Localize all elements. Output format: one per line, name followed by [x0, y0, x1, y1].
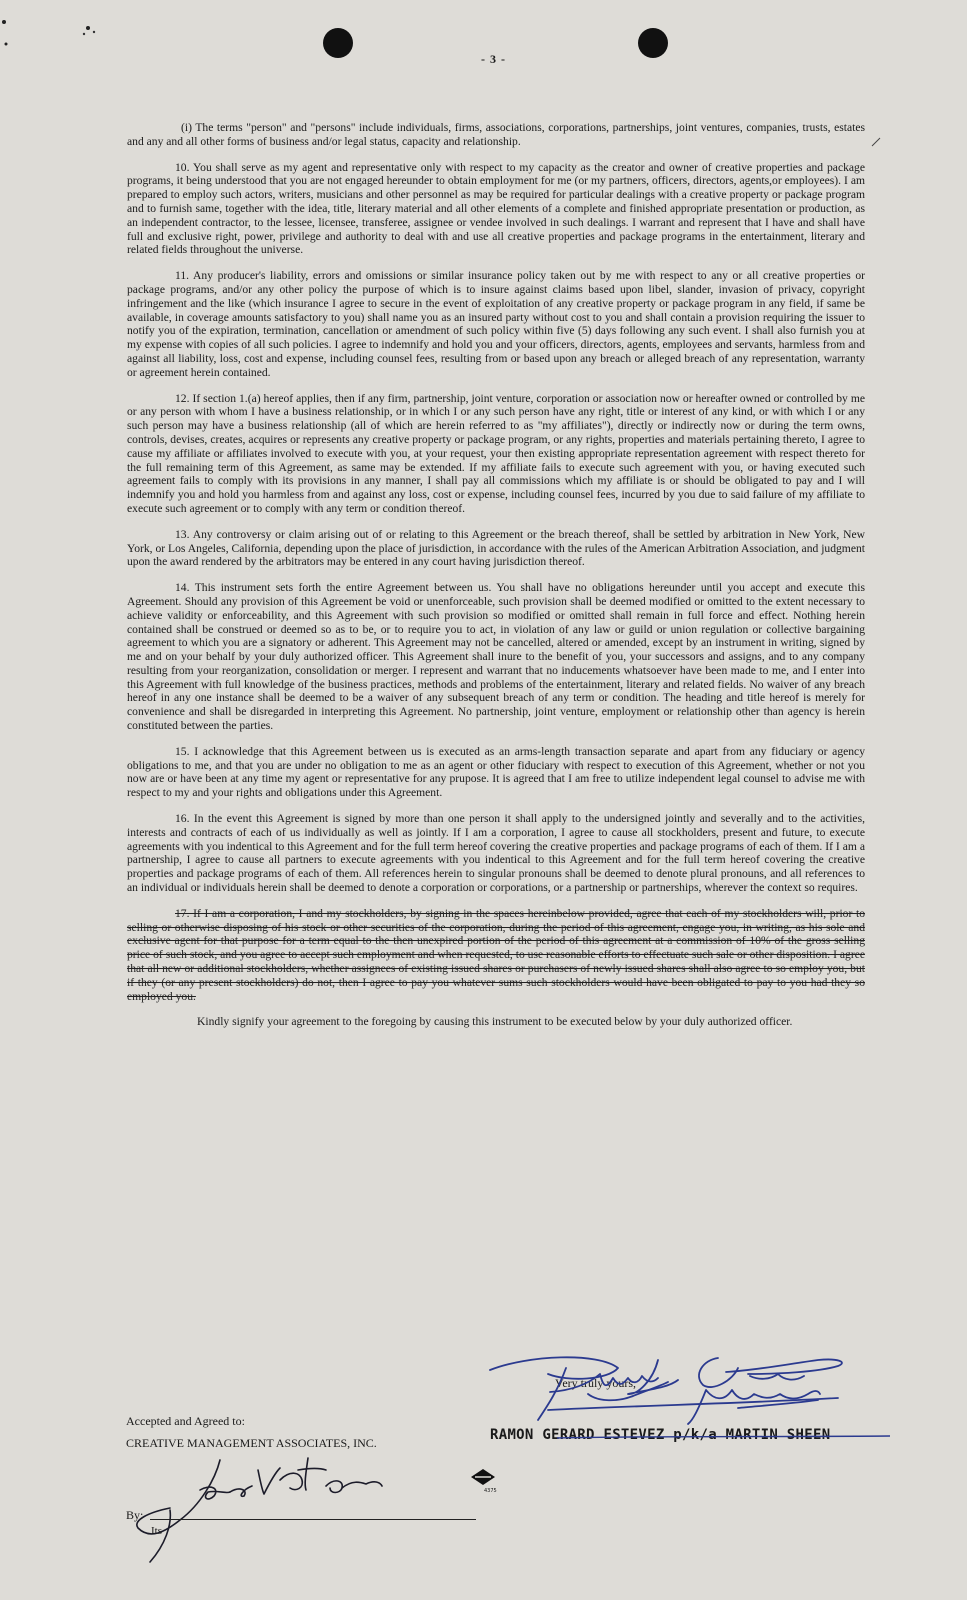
paragraph-10: 10. You shall serve as my agent and representative only with respect to my capacity as the creator and owner of creative properties and package programs, it being understood that you are not engaged hereunder to obtain employment for me (or my partners, officers, directors, agents,or employees). I am prepared to employ such actors, writers, musicians and other personnel as may be required for particular dealings with a creative property or package program and to furnish same, together with the idea, title, literary material and all other elements of a complete and finished appropriate presentation or production, as an independent contractor, to the lessee, licensee, transferee, assignee or vendee involved in such dealings. I warrant and represent that I have and shall have full and exclusive right, power, privilege and authority to deal with and use all creative properties and package programs in the entertainment, literary and related fields throughout the universe.	[127, 160, 865, 257]
paragraph-13: 13. Any controversy or claim arising out of or relating to this Agreement or the breach thereof, shall be settled by arbitration in New York, New York, or Los Angeles, California, depending upon the place of jurisdiction, in accordance with the rules of the American Arbitration Association, and judgment upon the award rendered by the arbitrators may be entered in any court having jurisdiction thereof.	[127, 527, 865, 569]
signer-name: RAMON GERARD ESTEVEZ p/k/a MARTIN SHEEN	[490, 1427, 831, 1443]
signer-name-pen-line	[555, 1428, 895, 1446]
agreement-body	[127, 121, 865, 1029]
logo-code: 4375	[484, 1488, 497, 1494]
its-label: Its	[151, 1525, 162, 1537]
paragraph-12: 12. If section 1.(a) hereof applies, then if any firm, partnership, joint venture, corporation or association now or hereafter owned or controlled by me or any person with whom I have a business relationship, or in which I or any such person have any right, title or interest of any kind, or with which I or any such person may have a business relationship (all of which are herein referred to as "my affiliates"), directly or indirectly now or during the term owns, controls, devises, creates, acquires or represents any creative property or package program, or any rights, properties and materials pertaining thereto, I agree to cause my affiliate or affiliates involved to execute with you, at your request, your then existing appropriate representation agreement with respect thereto for the full remaining term of this Agreement, as same may be extended. If my affiliate fails to execute such agreement with you, or having executed such agreement fails to comply with its provisions in any manner, I shall pay all commissions which my affiliate is or should be obligated to pay and I will indemnify you and hold you harmless from and against any loss, cost or expense, including counsel fees, incurred by you due to said failure of my affiliate to execute such agreement or to comply with any term or condition thereof.	[127, 391, 865, 515]
closing-request: Kindly signify your agreement to the foregoing by causing this instrument to be executed below by your duly authorized officer.	[197, 1015, 793, 1029]
by-signature-line	[150, 1519, 476, 1520]
paragraph-15: 15. I acknowledge that this Agreement between us is executed as an arms-length transaction separate and apart from any fiduciary or agency obligations to me, and that you are under no obligation to me as an agent or other fiduciary with respect to execution of this Agreement, whether or not you now are or have been at any time my agent or representative for any prupose. It is agreed that I am free to utilize independent legal counsel to advise me with respect to my and your rights and obligations under this Agreement.	[127, 744, 865, 800]
page-number: - 3 -	[481, 52, 506, 66]
valediction: Very truly yours,	[555, 1376, 636, 1390]
accepted-label: Accepted and Agreed to:	[126, 1414, 245, 1428]
paragraph-14: 14. This instrument sets forth the entire Agreement between us. You shall have no obligations hereunder until you accept and execute this Agreement. Should any provision of this Agreement be void or unenforceable, such provision shall be deemed modified or omitted to the extent necessary to achieve validity or enforceability, and this Agreement with such provision so modified or omitted shall remain in full force and effect. Nothing herein contained shall be construed or deemed so as to be, or to require you to act, in violation of any law or guild or union regulation or collective bargaining agreement to which you are a signatory or adherent. This Agreement may not be cancelled, altered or amended, except by an instrument in writing, signed by me and on your behalf by your duly authorized officer. This Agreement shall inure to the benefit of you, your successors and assigns, and to any company resulting from your reorganization, consolidation or merger. I represent and warrant that no inducements whatsoever have been made to me, and I enter into this Agreement with full knowledge of the business practices, methods and problems of the entertainment, literary and related fields. No waiver of any breach hereof in any one instance shall be deemed to be a waiver of any subsequent breach of any term or condition. The heading and title hereof is merely for convenience and shall be disregarded in interpreting this Agreement. No partnership, joint venture, employment or relationship other than agency is herein constituted between the parties.	[127, 581, 865, 733]
by-label: By:	[126, 1508, 144, 1522]
paragraph-16: 16. In the event this Agreement is signed by more than one person it shall apply to the undersigned jointly and severally and to the activities, interests and contracts of each of us individually as well as jointly. If I am a corporation, I agree to cause all stockholders, present and future, to execute agreements with you indentical to this Agreement and for the full term hereof covering the creative properties and package programs of each of them. If I am a partnership, I agree to cause all partners to execute agreements with you indentical to this Agreement and for the full term hereof covering the creative properties and package programs of each of them. All references herein to singular pronouns shall be deemed to denote plural pronouns, and all references to an individual or individuals herein shall be deemed to denote a corporation or corporations, or a partnership or partnerships, wherever the context so requires.	[127, 812, 865, 895]
paragraph-i: (i) The terms "person" and "persons" include individuals, firms, associations, corporations, partnerships, joint ventures, companies, trusts, estates and any and all other forms of business and/or legal status, capacity and relationship.	[127, 121, 865, 148]
paragraph-11: 11. Any producer's liability, errors and omissions or similar insurance policy taken out by me with respect to any or all creative properties or package programs, and/or any other policy the purpose of which is to insure against claims based upon libel, slander, invasion of privacy, copyright infringement and the like (which insurance I agree to secure in the event of exploitation of any creative property or package program in any field, if same be available, in coverage amounts satisfactory to you) shall name you as an insured party without cost to you and shall contain a provision requiring the issuer to notify you of the expiration, termination, cancellation or amendment of such policy within five (5) days following any such event. I shall also furnish you at my expense with copies of all such policies. I agree to indemnify and hold you and your officers, directors, agents, employees and servants, harmless from and against all liability, loss, cost and expense, including counsel fees, resulting from or based upon any breach or alleged breach of any representation, warranty or agreement herein contained.	[127, 269, 865, 379]
stray-mark	[870, 134, 884, 148]
agent-signature	[130, 1450, 400, 1570]
cma-logo-icon	[470, 1468, 496, 1486]
signer-signature	[488, 1350, 868, 1434]
paragraph-17-struck: 17. If I am a corporation, I and my stockholders, by signing in the spaces hereinbelow provided, agree that each of my stockholders will, prior to selling or otherwise disposing of his stock or other securities of the corporation, during the period of this agreement, engage you, in writing, as his sole and exclusive agent for that purpose for a term equal to the then unexpired portion of the period of this agreement at a commission of 10% of the gross selling price of such stock, and you agree to accept such employment and when requested, to use reasonable efforts to effectuate such sale or other disposition. I agree that all new or additional stockholders, whether assignees of existing issued shares or purchasers of newly issued shares shall also agree to so employ you, but if they (or any present stockholders) do not, then I agree to pay you whatever sums such stockholders would have been obligated to pay to you had they so employed you.	[127, 906, 865, 1003]
company-name: CREATIVE MANAGEMENT ASSOCIATES, INC.	[126, 1436, 377, 1450]
